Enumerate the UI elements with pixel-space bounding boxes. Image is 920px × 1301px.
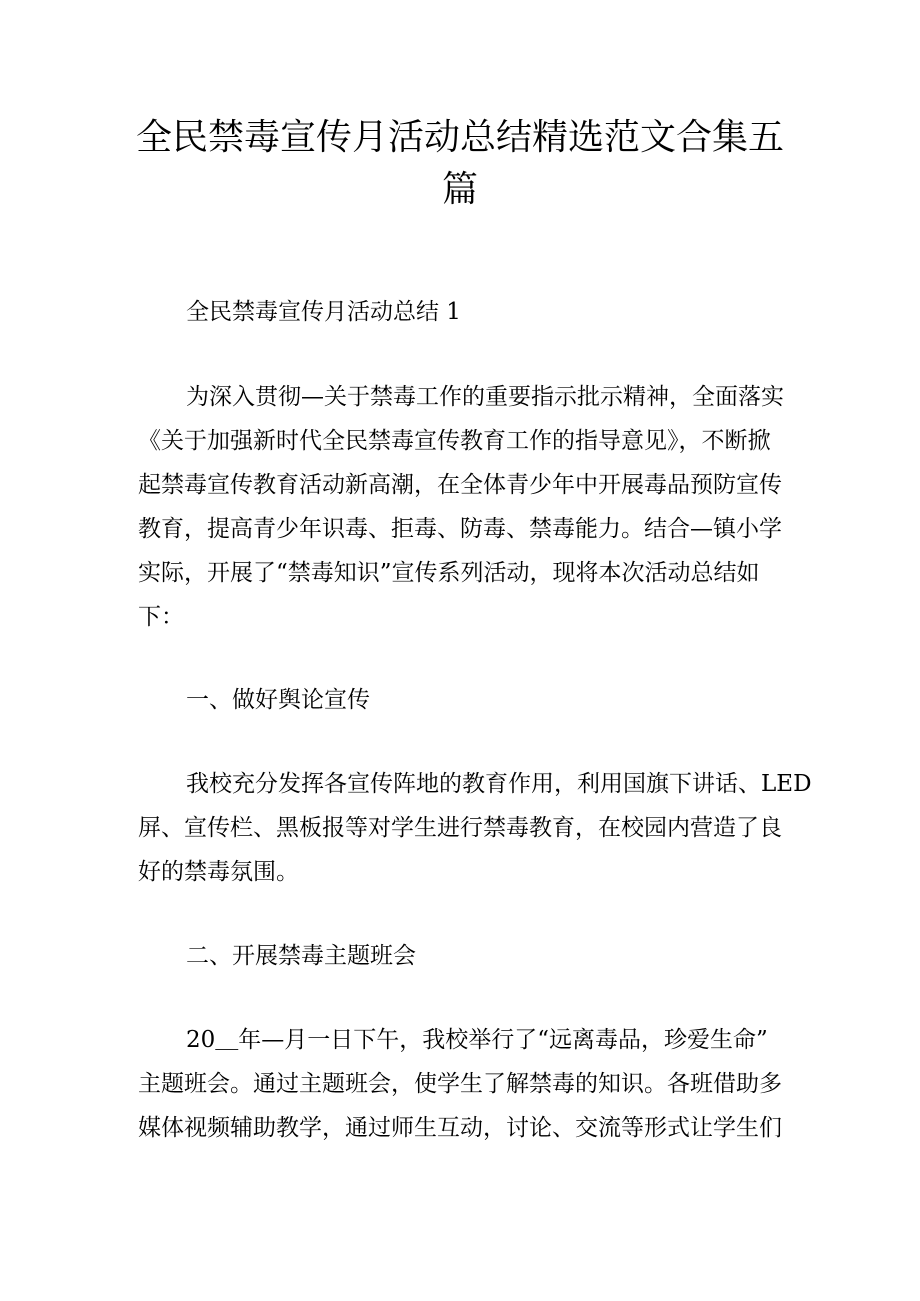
intro-line: 下： bbox=[138, 604, 184, 630]
title-line-2: 篇 bbox=[441, 169, 478, 210]
intro-line: 起禁毒宣传教育活动新高潮，在全体青少年中开展毒品预防宣传 bbox=[138, 472, 782, 498]
section-heading-2: 二、开展禁毒主题班会 bbox=[186, 943, 416, 969]
intro-line: 实际，开展了“禁毒知识”宣传系列活动，现将本次活动总结如 bbox=[138, 560, 760, 586]
intro-paragraph bbox=[138, 375, 788, 639]
section-1-paragraph bbox=[138, 762, 812, 894]
section-2-line: 媒体视频辅助教学，通过师生互动，讨论、交流等形式让学生们 bbox=[138, 1115, 782, 1141]
section-1-line: 我校充分发挥各宣传阵地的教育作用，利用国旗下讲话、LED bbox=[186, 771, 812, 797]
intro-line: 教育，提高青少年识毒、拒毒、防毒、禁毒能力。结合—镇小学 bbox=[138, 516, 782, 542]
intro-line: 《关于加强新时代全民禁毒宣传教育工作的指导意见》，不断掀 bbox=[138, 428, 771, 454]
section-1-line: 屏、宣传栏、黑板报等对学生进行禁毒教育，在校园内营造了良 bbox=[138, 815, 782, 841]
section-1-line: 好的禁毒氛围。 bbox=[138, 859, 299, 885]
document-subtitle: 全民禁毒宣传月活动总结 1 bbox=[186, 299, 461, 325]
intro-line: 为深入贯彻—关于禁毒工作的重要指示批示精神，全面落实 bbox=[186, 384, 784, 410]
section-heading-1: 一、做好舆论宣传 bbox=[186, 687, 370, 713]
section-2-line: 20＿年—月一日下午，我校举行了“远离毒品，珍爱生命” bbox=[186, 1027, 768, 1053]
title-line-1: 全民禁毒宣传月活动总结精选范文合集五 bbox=[135, 117, 784, 158]
section-2-paragraph bbox=[138, 1018, 788, 1150]
section-2-line: 主题班会。通过主题班会，使学生了解禁毒的知识。各班借助多 bbox=[138, 1071, 782, 1097]
document-title bbox=[110, 112, 810, 216]
